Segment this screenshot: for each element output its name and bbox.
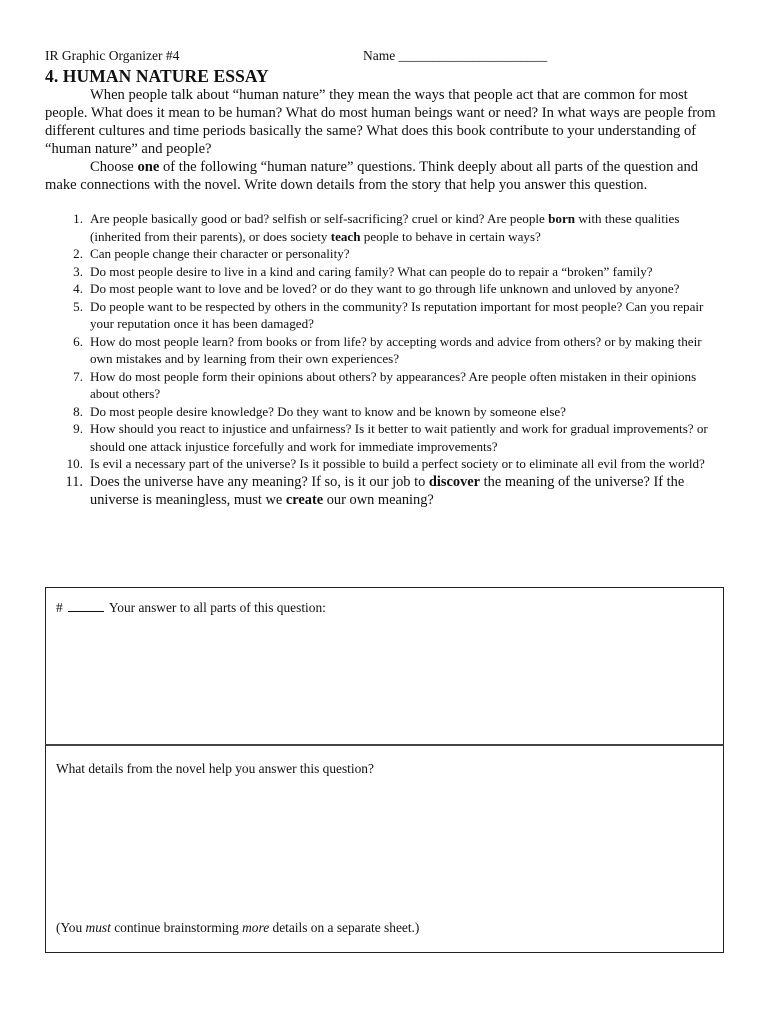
intro-paragraph-1: When people talk about “human nature” they mean the ways that people act that are common for most people. What does it mean to be human? What do most human beings want or need? In what ways are people from different cultures and time periods basically the same? What does this book contribute to your understanding of “human nature” and people?	[45, 87, 716, 157]
question-item	[45, 298, 725, 333]
question-text: How should you react to injustice and unfairness? Is it better to wait patiently and work for gradual improvements? or should one attack injustice forcefully and work for immediate improvements?	[90, 421, 708, 454]
question-text: Can people change their character or personality?	[90, 246, 350, 261]
question-item: 11. Does the universe have any meaning? If so, is it our job to discover the meaning of the universe? If the universe is meaningless, must we create our own meaning?	[45, 473, 725, 509]
question-item	[45, 455, 725, 473]
question-item	[45, 333, 725, 368]
question-number: 9.	[73, 421, 83, 436]
question-text: How do most people learn? from books or from life? by accepting words and advice from others? or by making their own mistakes and by learning from their own experiences?	[90, 333, 702, 366]
answer-box[interactable]	[45, 587, 724, 745]
question-text: Do most people want to love and be loved? or do they want to go through life unknown and unloved by anyone?	[90, 281, 680, 296]
question-text: Do most people desire to live in a kind and caring family? What can people do to repair a “broken” family?	[90, 263, 653, 279]
question-item: 1. Are people basically good or bad? selfish or self-sacrificing? cruel or kind? Are people born with these qualities (inherited from their parents), or does society teach people to behave in certain ways?	[45, 210, 725, 245]
question-text: Do people want to be respected by others in the community? Is reputation important for most people? Can you repair your reputation once it has been damaged?	[90, 298, 704, 331]
question-text: How do most people form their opinions about others? by appearances? Are people often mistaken in their opinions about others?	[90, 368, 697, 401]
details-box-label: What details from the novel help you answer this question?	[56, 761, 374, 776]
question-number: 10.	[66, 456, 83, 471]
essay-title: 4. HUMAN NATURE ESSAY	[45, 66, 269, 86]
question-item	[45, 280, 725, 298]
question-number: 6.	[73, 333, 83, 349]
question-number: 4.	[73, 281, 83, 296]
question-number: 3.	[73, 263, 83, 279]
question-text: Is evil a necessary part of the universe? Is it possible to build a perfect society or to eliminate all evil from the world?	[90, 456, 705, 471]
question-item	[45, 420, 725, 455]
question-item	[45, 245, 725, 263]
question-number-blank[interactable]	[68, 600, 104, 612]
intro-section	[45, 86, 725, 194]
question-item	[45, 263, 725, 281]
question-number: 2.	[73, 246, 83, 261]
details-footnote: (You must continue brainstorming more details on a separate sheet.)	[56, 920, 420, 935]
emphasis-one: one	[137, 159, 160, 175]
question-item	[45, 403, 725, 421]
answer-box-label	[56, 600, 326, 616]
answer-prompt: Your answer to all parts of this question:	[108, 600, 326, 615]
question-list	[45, 210, 725, 509]
question-text: Do most people desire knowledge? Do they want to know and be known by someone else?	[90, 403, 566, 419]
details-box[interactable]	[45, 744, 724, 953]
question-number: 11.	[65, 473, 83, 490]
question-number: 5.	[73, 298, 83, 314]
intro-paragraph-2: Choose one of the following “human nature” questions. Think deeply about all parts of the question and make connections with the novel. Write down details from the story that help you answer this question.	[45, 159, 699, 193]
question-number: 1.	[73, 211, 83, 226]
organizer-label: IR Graphic Organizer #4	[45, 48, 180, 63]
question-item	[45, 368, 725, 403]
name-field-label[interactable]: Name ______________________	[363, 48, 548, 63]
question-number: 8.	[73, 403, 83, 419]
page-header	[45, 48, 725, 66]
question-number: 7.	[73, 368, 83, 384]
hash-symbol: #	[56, 600, 63, 615]
